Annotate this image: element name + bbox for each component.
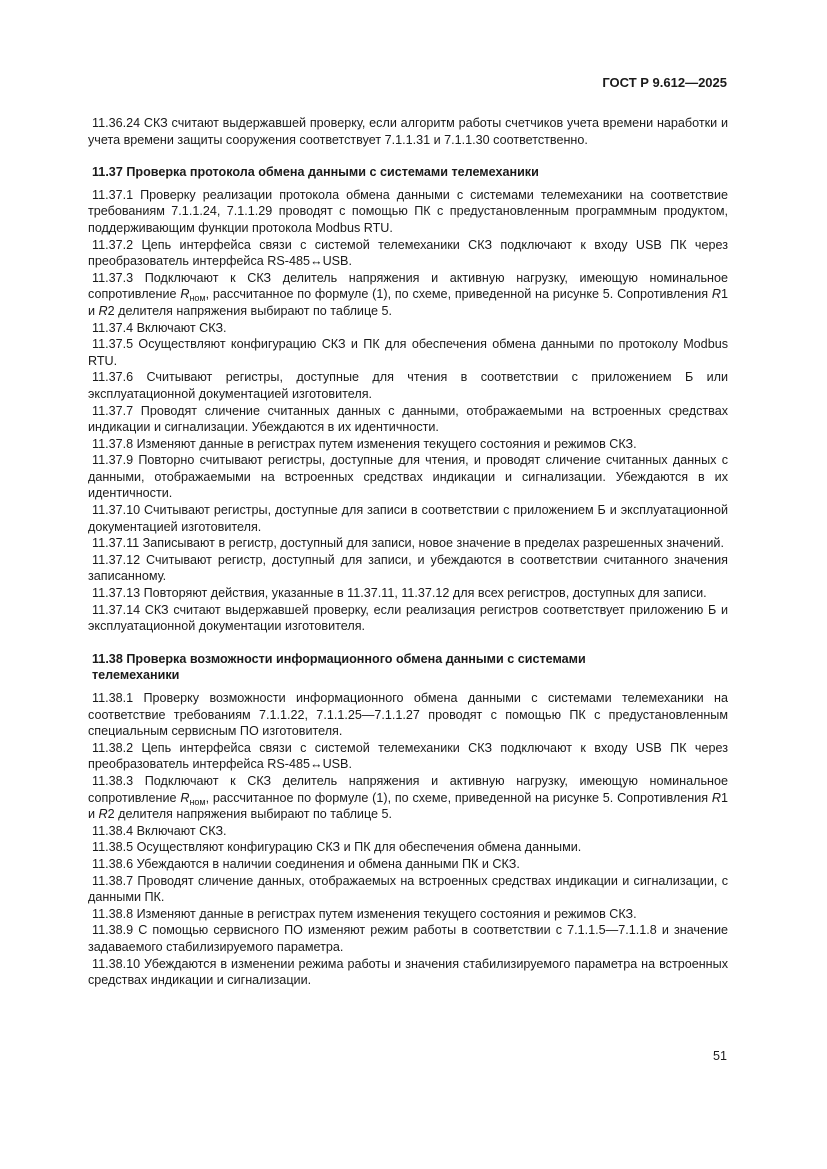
paragraph-11-37-8: 11.37.8 Изменяют данные в регистрах путем изменения текущего состояния и режимов СКЗ.	[92, 436, 637, 451]
paragraph-11-38-7: 11.38.7 Проводят сличение данных, отображаемых на встроенных средствах индикации и сигнализации, с данными ПК.	[88, 873, 728, 905]
page-number: 51	[712, 1049, 727, 1063]
paragraph-11-38-9: 11.38.9 С помощью сервисного ПО изменяют режим работы в соответствии с 7.1.1.5—7.1.1.8 и значение задаваемого стабилизируемого параметра.	[88, 923, 728, 954]
paragraph-11-37-9: 11.37.9 Повторно считывают регистры, доступные для чтения, и проводят сличение считанных данных с данными, отображаемыми на встроенных средствах индикации и сигнализации. Убеждаются в их идентичности.	[88, 453, 728, 501]
paragraph-11-38-8: 11.38.8 Изменяют данные в регистрах путем изменения текущего состояния и режимов СКЗ.	[92, 906, 637, 921]
resistance-symbol: R	[711, 790, 721, 805]
paragraph-text: 2 делителя напряжения выбирают по таблице 5.	[107, 807, 393, 822]
resistance-symbol: R	[180, 287, 190, 302]
subscript-nom: ном	[189, 796, 206, 807]
paragraph-text: 2 делителя напряжения выбирают по таблице 5.	[107, 303, 393, 318]
paragraph-11-38-2: 11.38.2 Цепь интерфейса связи с системой телемеханики СКЗ подключают к входу USB ПК через преобразователь интерфейса RS-485↔USB.	[88, 740, 728, 772]
page-content	[88, 115, 728, 989]
paragraph-11-38-4: 11.38.4 Включают СКЗ.	[92, 823, 227, 838]
paragraph-11-38-5: 11.38.5 Осуществляют конфигурацию СКЗ и ПК для обеспечения обмена данными.	[92, 840, 582, 855]
paragraph-11-37-14: 11.37.14 СКЗ считают выдержавшей проверку, если реализация регистров соответствует приложению Б и эксплуатационной документации изготовителя.	[88, 602, 728, 634]
standard-header: ГОСТ Р 9.612—2025	[602, 75, 727, 90]
paragraph-11-37-1: 11.37.1 Проверку реализации протокола обмена данными с системами телемеханики на соответствие требованиям 7.1.1.24, 7.1.1.29 проводят с помощью ПК с предустановленным программным продуктом, поддерживающим функции протокола Modbus RTU.	[88, 187, 728, 235]
paragraph-11-38-6: 11.38.6 Убеждаются в наличии соединения и обмена данными ПК и СКЗ.	[92, 856, 520, 871]
paragraph-11-37-13: 11.37.13 Повторяют действия, указанные в 11.37.11, 11.37.12 для всех регистров, доступных для записи.	[92, 586, 707, 601]
paragraph-11-37-10: 11.37.10 Считывают регистры, доступные для записи в соответствии с приложением Б и эксплуатационной документацией изготовителя.	[88, 503, 728, 534]
section-heading-11-38	[92, 651, 728, 684]
resistance-symbol: R	[98, 303, 108, 318]
paragraph-text: , рассчитанное по формуле (1), по схеме, приведенной на рисунке 5. Сопротивления	[205, 287, 712, 302]
paragraph-11-38-10: 11.38.10 Убеждаются в изменении режима работы и значения стабилизируемого параметра на встроенных средствах индикации и сигнализации.	[88, 956, 728, 988]
paragraph-text: 1 и	[88, 287, 728, 318]
paragraph-11-37-7: 11.37.7 Проводят сличение считанных данных с данными, отображаемыми на встроенных средствах индикации и сигнализации. Убеждаются в их идентичности.	[88, 403, 728, 435]
section-heading-line: телемеханики	[92, 668, 180, 683]
paragraph-11-37-3	[88, 270, 728, 320]
paragraph-11-38-3	[88, 773, 728, 823]
paragraph-text: 1 и	[88, 790, 728, 822]
paragraph-11-37-11: 11.37.11 Записывают в регистр, доступный для записи, новое значение в пределах разрешенных значений.	[92, 536, 724, 551]
paragraph-11-37-12: 11.37.12 Считывают регистр, доступный для записи, и убеждаются в соответствии считанного значения записанному.	[88, 552, 728, 584]
paragraph-text: 11.36.24 СКЗ считают выдержавшей проверку, если алгоритм работы счетчиков учета времени наработки и учета времени защиты сооружения соответствует 7.1.1.31 и 7.1.1.30 соответственно.	[88, 116, 728, 147]
section-heading-11-37: 11.37 Проверка протокола обмена данными с системами телемеханики	[92, 165, 539, 180]
paragraph-text: 11.37.3 Подключают к СКЗ делитель напряжения и активную нагрузку, имеющую номинальное сопротивление	[88, 270, 728, 302]
paragraph-11-37-6: 11.37.6 Считывают регистры, доступные для чтения в соответствии с приложением Б или эксплуатационной документацией изготовителя.	[88, 370, 728, 401]
paragraph-text: 11.38.3 Подключают к СКЗ делитель напряжения и активную нагрузку, имеющую номинальное сопротивление	[88, 773, 728, 805]
subscript-nom: ном	[189, 293, 206, 304]
paragraph-11-37-5: 11.37.5 Осуществляют конфигурацию СКЗ и ПК для обеспечения обмена данными по протоколу Modbus RTU.	[88, 337, 728, 368]
section-heading-line: 11.38 Проверка возможности информационного обмена данными с системами	[92, 651, 586, 666]
paragraph-text: , рассчитанное по формуле (1), по схеме, приведенной на рисунке 5. Сопротивления	[205, 790, 712, 805]
paragraph-11-37-4: 11.37.4 Включают СКЗ.	[92, 320, 227, 335]
resistance-symbol: R	[98, 807, 108, 822]
paragraph-11-37-2: 11.37.2 Цепь интерфейса связи с системой телемеханики СКЗ подключают к входу USB ПК через преобразователь интерфейса RS-485↔USB.	[88, 237, 728, 269]
paragraph-11-38-1: 11.38.1 Проверку возможности информационного обмена данными с системами телемеханики на соответствие требованиям 7.1.1.22, 7.1.1.25—7.1.1.27 проводят с помощью ПК с предустановленным специальным сервисным ПО изготовителя.	[88, 691, 728, 739]
resistance-symbol: R	[711, 287, 721, 302]
resistance-symbol: R	[180, 790, 190, 805]
paragraph-11-36-24	[88, 115, 728, 148]
